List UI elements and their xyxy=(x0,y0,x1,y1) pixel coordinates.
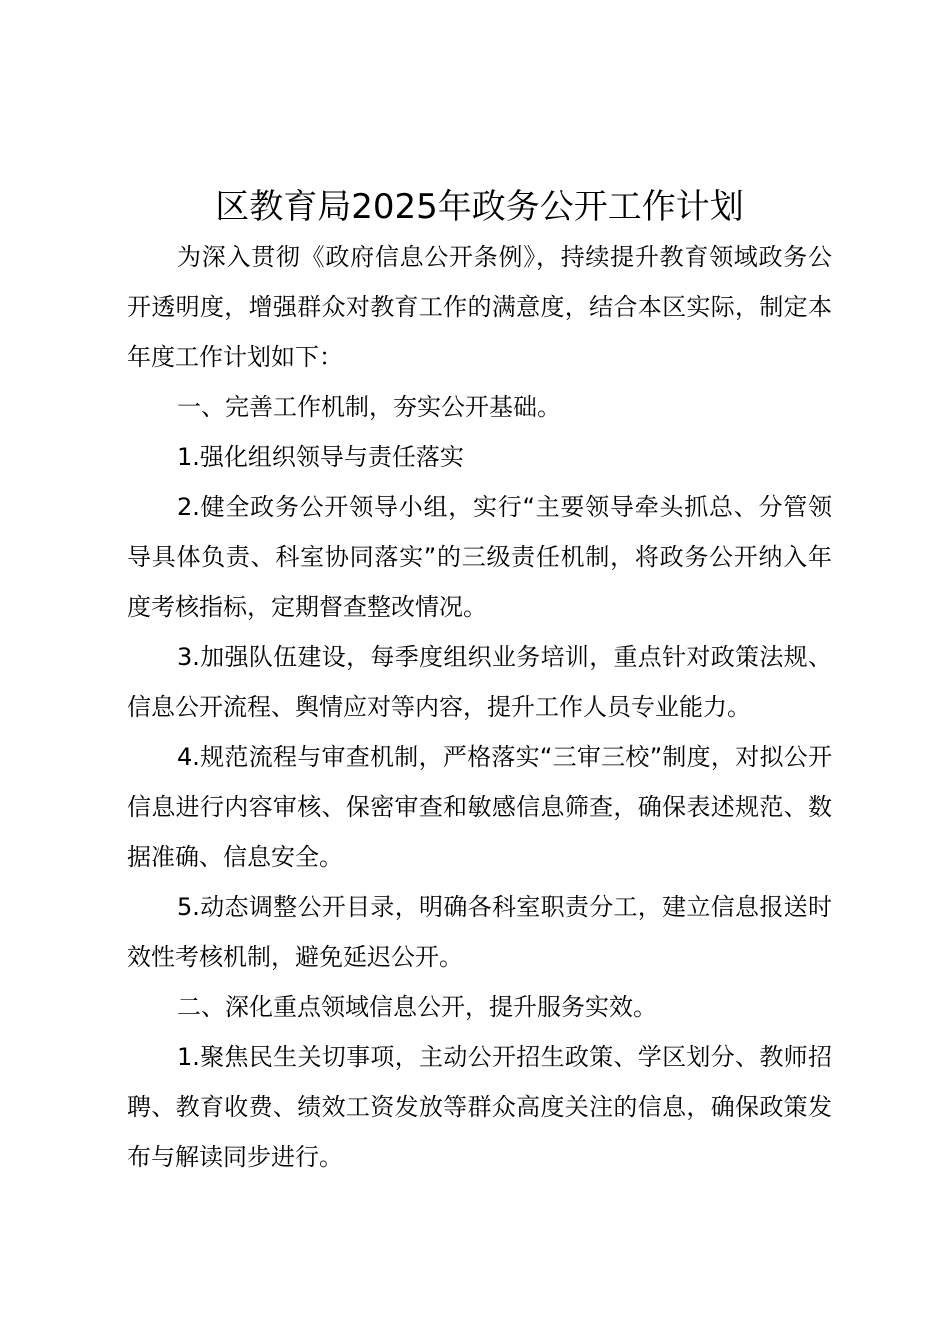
section-1-item-5: 5.动态调整公开目录，明确各科室职责分工，建立信息报送时效性考核机制，避免延迟公开。 xyxy=(127,893,832,971)
section-heading-2: 二、深化重点领域信息公开，提升服务实效。 xyxy=(177,993,657,1021)
document-page xyxy=(127,186,832,1182)
section-1-item-2: 2.健全政务公开领导小组，实行“主要领导牵头抓总、分管领导具体负责、科室协同落实”的三级责任机制，将政务公开纳入年度考核指标，定期督查整改情况。 xyxy=(127,493,832,621)
section-heading-1: 一、完善工作机制，夯实公开基础。 xyxy=(177,393,561,421)
section-2-item-1: 1.聚焦民生关切事项，主动公开招生政策、学区划分、教师招聘、教育收费、绩效工资发放等群众高度关注的信息，确保政策发布与解读同步进行。 xyxy=(127,1043,832,1171)
paragraph-intro: 为深入贯彻《政府信息公开条例》，持续提升教育领域政务公开透明度，增强群众对教育工作的满意度，结合本区实际，制定本年度工作计划如下： xyxy=(127,243,832,371)
document-body xyxy=(127,232,832,1182)
section-1-item-1: 1.强化组织领导与责任落实 xyxy=(177,443,464,471)
section-1-item-4: 4.规范流程与审查机制，严格落实“三审三校”制度，对拟公开信息进行内容审核、保密审查和敏感信息筛查，确保表述规范、数据准确、信息安全。 xyxy=(127,743,832,871)
section-1-item-3: 3.加强队伍建设，每季度组织业务培训，重点针对政策法规、信息公开流程、舆情应对等内容，提升工作人员专业能力。 xyxy=(127,643,832,721)
document-title: 区教育局2025年政务公开工作计划 xyxy=(215,187,744,227)
